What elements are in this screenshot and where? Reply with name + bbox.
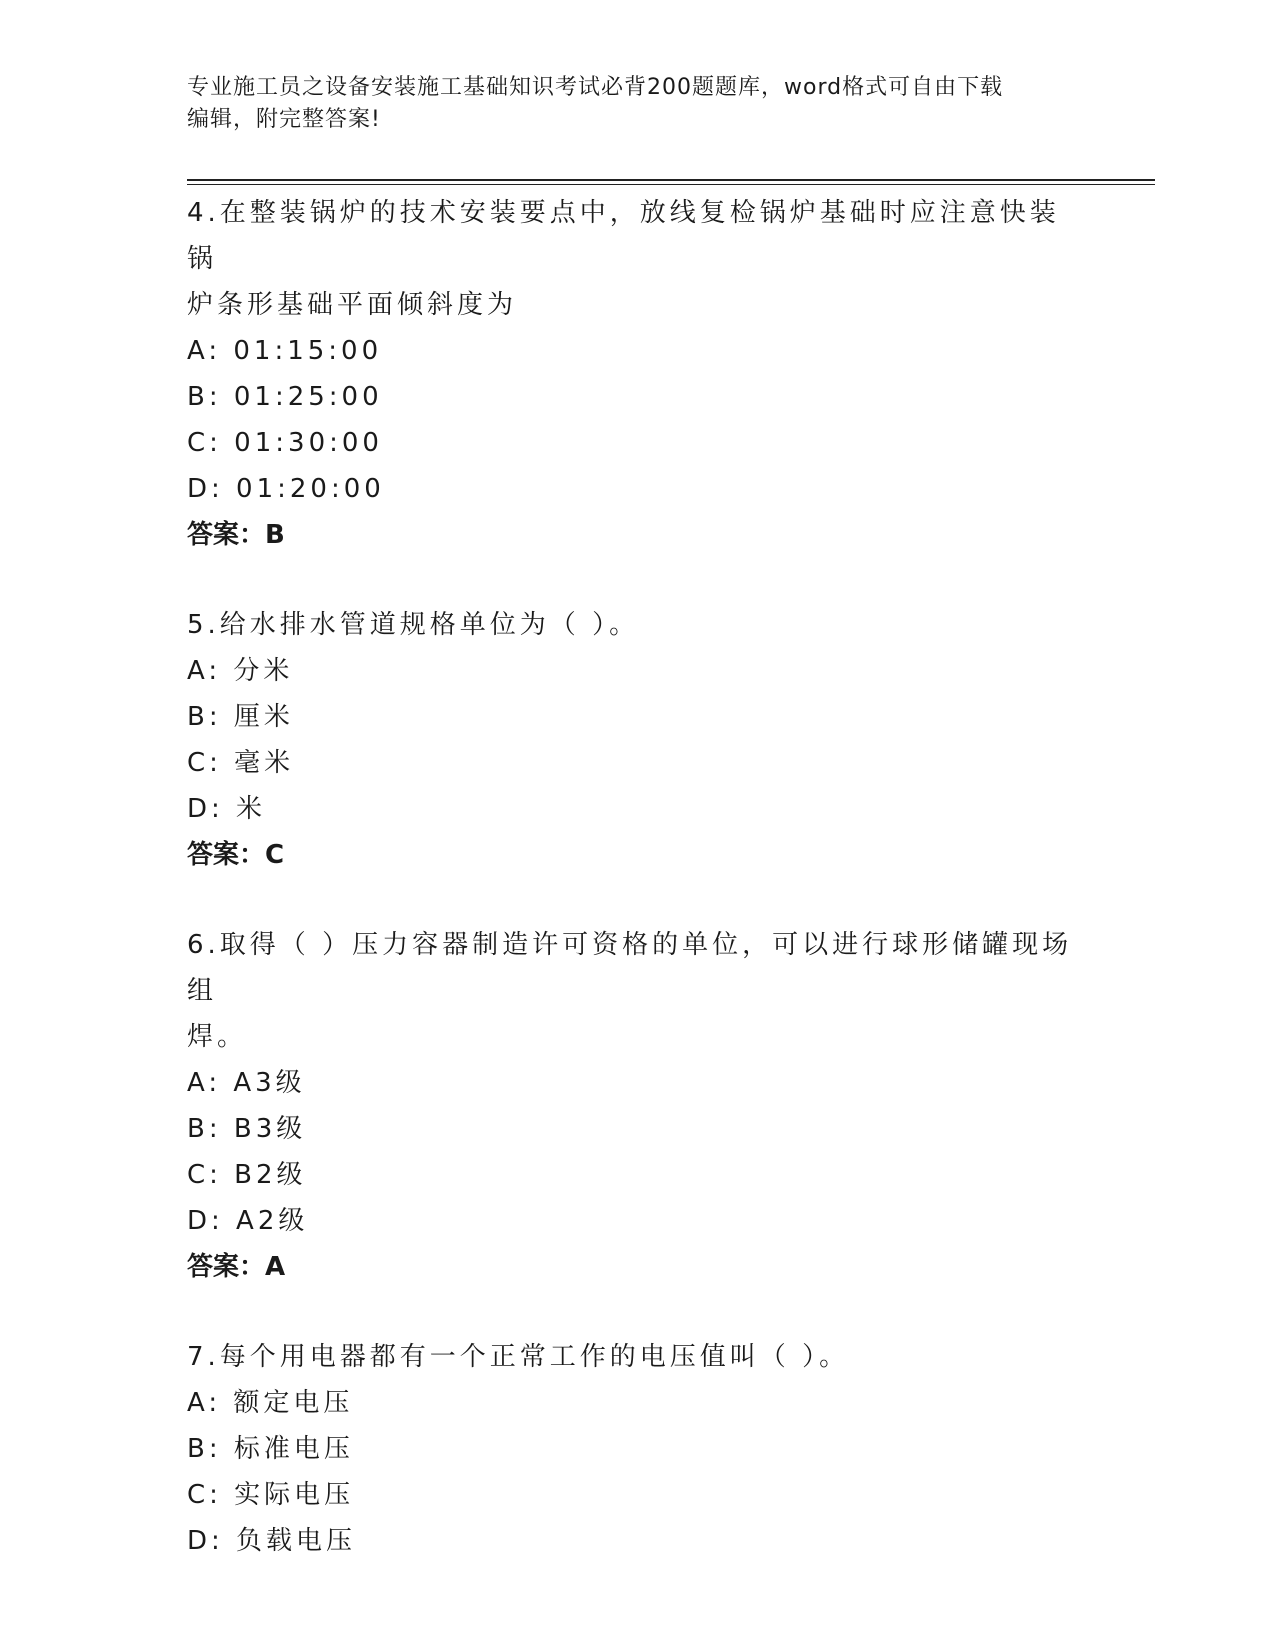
document-header (187, 72, 1087, 136)
question-stem: 7.每个用电器都有一个正常工作的电压值叫（ ）。 (187, 1342, 850, 1372)
option-d: D: A2级 (187, 1206, 309, 1236)
option-b: B: 厘米 (187, 702, 294, 732)
option-a: A: 01:15:00 (187, 336, 383, 366)
question-stem: 5.给水排水管道规格单位为（ ）。 (187, 610, 640, 640)
question-stem: 6.取得（ ）压力容器制造许可资格的单位，可以进行球形储罐现场组 (187, 930, 1073, 1006)
option-b: B: B3级 (187, 1114, 307, 1144)
option-b: B: 标准电压 (187, 1434, 354, 1464)
question-list (187, 190, 1087, 1564)
option-c: C: 01:30:00 (187, 428, 383, 458)
option-c: C: B2级 (187, 1160, 307, 1190)
option-a: A: 额定电压 (187, 1388, 354, 1418)
header-divider-thick (187, 179, 1155, 181)
option-c: C: 实际电压 (187, 1480, 355, 1510)
question-5 (187, 602, 1087, 878)
question-stem-continued: 炉条形基础平面倾斜度为 (187, 290, 518, 320)
question-stem-continued: 焊。 (187, 1022, 248, 1052)
option-d: D: 米 (187, 794, 267, 824)
question-6 (187, 922, 1087, 1290)
option-b: B: 01:25:00 (187, 382, 383, 412)
answer: 答案：B (187, 520, 285, 550)
option-a: A: 分米 (187, 656, 294, 686)
header-line-1: 专业施工员之设备安装施工基础知识考试必背200题题库，word格式可自由下载 (187, 75, 1004, 100)
option-d: D: 负载电压 (187, 1526, 357, 1556)
option-d: D: 01:20:00 (187, 474, 385, 504)
question-4 (187, 190, 1087, 558)
answer: 答案：A (187, 1252, 286, 1282)
option-c: C: 毫米 (187, 748, 295, 778)
question-7 (187, 1334, 1087, 1564)
question-stem: 4.在整装锅炉的技术安装要点中，放线复检锅炉基础时应注意快装锅 (187, 198, 1060, 274)
header-line-2: 编辑，附完整答案! (187, 107, 381, 132)
answer: 答案：C (187, 840, 285, 870)
header-divider-thin (187, 184, 1155, 185)
option-a: A: A3级 (187, 1068, 306, 1098)
